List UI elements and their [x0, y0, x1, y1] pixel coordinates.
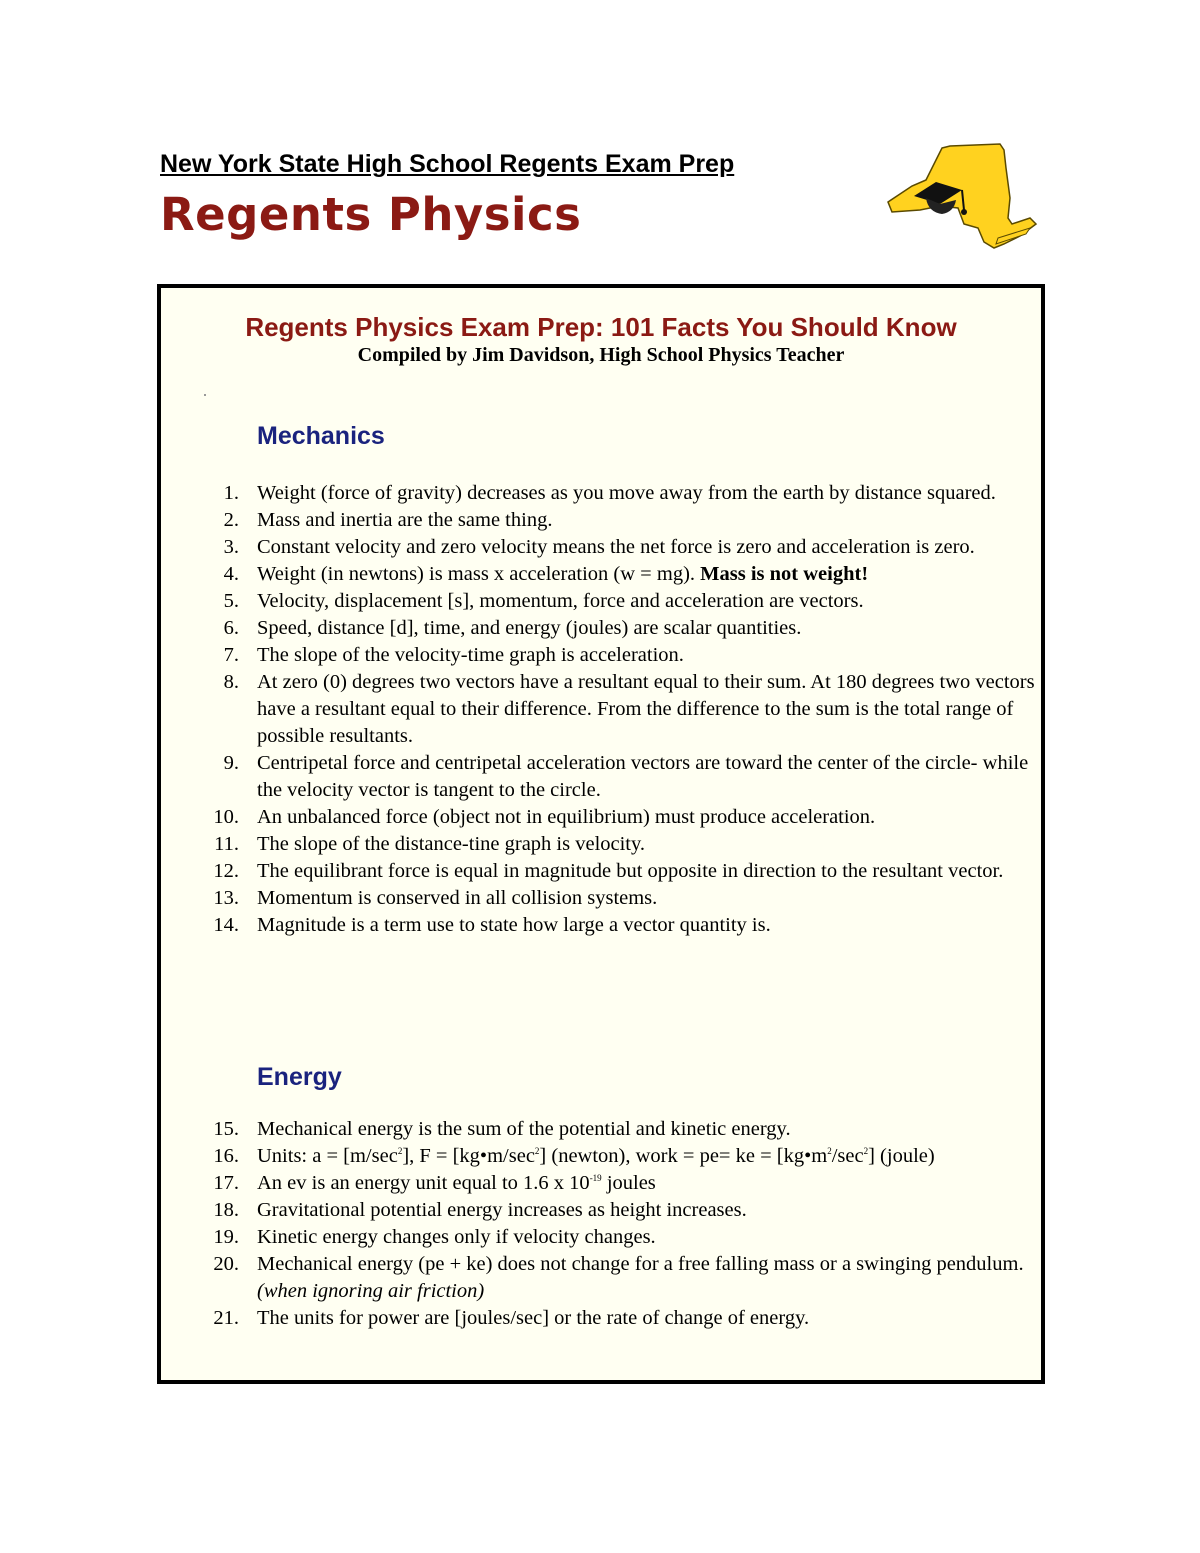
- facts-box: [157, 284, 1045, 1384]
- italic-note: (when ignoring air friction): [257, 1280, 485, 1302]
- decorative-dot: [204, 394, 206, 396]
- list-item: 10. An unbalanced force (object not in equilibrium) must produce acceleration.: [213, 806, 876, 828]
- list-item: 12. The equilibrant force is equal in magnitude but opposite in direction to the resultant vector.: [213, 860, 1004, 882]
- list-item: 20. Mechanical energy (pe + ke) does not change for a free falling mass or a swinging pendulum. (when ignoring air friction): [213, 1253, 1024, 1302]
- list-item: 4. Weight (in newtons) is mass x acceleration (w = mg). Mass is not weight!: [223, 563, 869, 585]
- box-byline: Compiled by Jim Davidson, High School Physics Teacher: [357, 344, 845, 366]
- section-heading-energy: Energy: [257, 1063, 342, 1091]
- energy-facts: [161, 1116, 1041, 1332]
- list-item: 18. Gravitational potential energy increases as height increases.: [213, 1199, 747, 1221]
- emphasis-text: Mass is not weight!: [700, 563, 869, 585]
- section-heading-mechanics: Mechanics: [257, 422, 385, 450]
- page-subtitle: New York State High School Regents Exam Prep: [160, 150, 735, 178]
- list-item: 17. An ev is an energy unit equal to 1.6 x $10^{-19}$ joules: [213, 1172, 656, 1194]
- list-item: 7. The slope of the velocity-time graph is acceleration.: [223, 644, 684, 666]
- list-item: 1. Weight (force of gravity) decreases as you move away from the earth by distance squared.: [223, 482, 996, 504]
- box-title: Regents Physics Exam Prep: 101 Facts You Should Know: [245, 312, 957, 342]
- list-item: 3. Constant velocity and zero velocity means the net force is zero and acceleration is zero.: [223, 536, 975, 558]
- list-item: 21. The units for power are [joules/sec] or the rate of change of energy.: [213, 1307, 810, 1329]
- new-york-state-graduation-cap-icon: [880, 138, 1040, 256]
- list-item: 9. Centripetal force and centripetal acceleration vectors are toward the center of the circle- while the velocity vector is tangent to the circle.: [223, 752, 1029, 801]
- list-item: 2. Mass and inertia are the same thing.: [223, 509, 553, 531]
- list-item: 11. The slope of the distance-tine graph is velocity.: [214, 833, 646, 855]
- list-item: 16. Units: $a = [m/\sec^2]$, $F = [kg•m/\sec^2]$ (newton), work = pe= ke = $[kg•m^2/\sec^2]$ (joule): [213, 1145, 935, 1167]
- list-item: 13. Momentum is conserved in all collision systems.: [213, 887, 658, 909]
- list-item: 6. Speed, distance [d], time, and energy (joules) are scalar quantities.: [223, 617, 802, 639]
- list-item: 5. Velocity, displacement [s], momentum, force and acceleration are vectors.: [223, 590, 864, 612]
- list-item: 19. Kinetic energy changes only if velocity changes.: [213, 1226, 656, 1248]
- list-item: 8. At zero (0) degrees two vectors have a resultant equal to their sum. At 180 degrees two vectors have a resultant equal to their difference. From the difference to the sum is the total range of possible resultants.: [223, 671, 1035, 747]
- list-item: 14. Magnitude is a term use to state how large a vector quantity is.: [213, 914, 771, 936]
- list-item: 15. Mechanical energy is the sum of the potential and kinetic energy.: [213, 1118, 791, 1140]
- mechanics-facts: [161, 480, 1041, 939]
- page-title: Regents Physics: [160, 188, 582, 241]
